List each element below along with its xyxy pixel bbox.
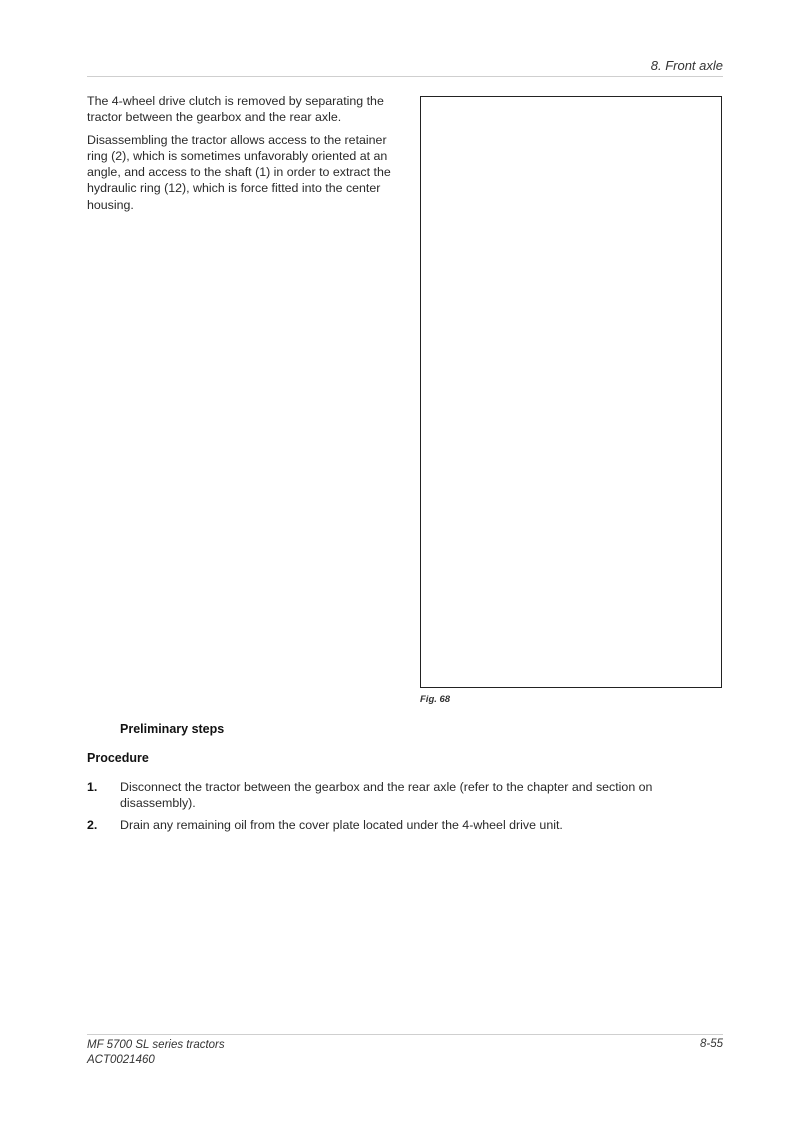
procedure-step (87, 779, 717, 811)
manual-title: MF 5700 SL series tractors (87, 1039, 225, 1051)
intro-text (87, 93, 397, 219)
footer-info (87, 1038, 225, 1067)
section-title: 8. Front axle (650, 58, 723, 73)
procedure-steps (87, 779, 717, 839)
intro-paragraph-1: The 4-wheel drive clutch is removed by separating the tractor between the gearbox and the rear axle. (87, 94, 384, 125)
step-text: Drain any remaining oil from the cover plate located under the 4-wheel drive unit. (120, 818, 563, 832)
step-number: 2. (87, 818, 98, 832)
step-text: Disconnect the tractor between the gearbox and the rear axle (refer to the chapter and section on disassembly). (120, 780, 653, 810)
page-number: 8-55 (699, 1038, 723, 1050)
header-divider (87, 76, 723, 77)
preliminary-steps-heading: Preliminary steps (120, 722, 225, 736)
procedure-step (87, 817, 717, 833)
figure-frame (420, 96, 722, 688)
footer-divider (87, 1034, 723, 1035)
procedure-heading: Procedure (87, 751, 149, 765)
figure-caption: Fig. 68 (420, 694, 451, 705)
step-number: 1. (87, 780, 98, 794)
document-code: ACT0021460 (87, 1053, 155, 1066)
intro-paragraph-2: Disassembling the tractor allows access to the retainer ring (2), which is sometimes unfavorably oriented at an angle, and access to the shaft (1) in order to extract the hydraulic ring (12), which is force fitted into the center housing. (87, 132, 391, 212)
